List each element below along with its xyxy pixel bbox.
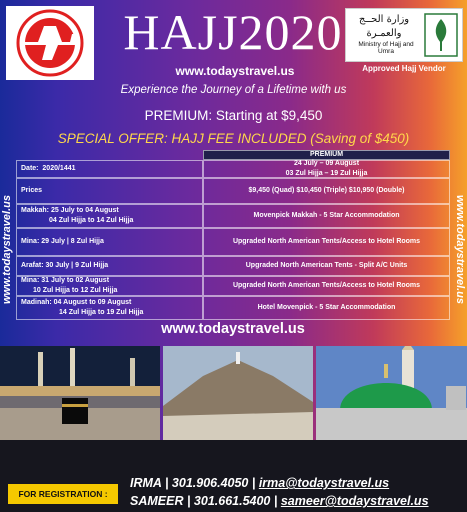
mina-second-dates-line2: 10 Zul Hijja to 12 Zul Hijja xyxy=(33,287,118,294)
date-label: Date: xyxy=(21,165,39,172)
madinah-dates-line1: Madinah: 04 August to 09 August xyxy=(21,299,132,306)
madinah-dates xyxy=(16,296,203,320)
makkah-dates xyxy=(16,204,203,228)
itinerary-table xyxy=(16,150,450,343)
registration-label: FOR REGISTRATION : xyxy=(8,484,118,504)
dates-line-2: 03 Zul Hijja – 19 Zul Hijja xyxy=(285,170,368,177)
kaaba-photo xyxy=(0,346,160,440)
arafat-accommodation: Upgraded North American Tents - Split A/C Units xyxy=(203,256,450,276)
ministry-arabic-text: وزارة الحــج والعمـرة xyxy=(358,14,410,39)
mina-first-accommodation: Upgraded North American Tents/Access to Hotel Rooms xyxy=(203,228,450,256)
premium-price-line: PREMIUM: Starting at $9,450 xyxy=(144,108,323,123)
contact-irma-text: IRMA | 301.906.4050 | xyxy=(130,476,259,490)
contact-irma xyxy=(130,476,460,490)
date-cell xyxy=(16,160,203,178)
website-link-bottom[interactable]: www.todaystravel.us xyxy=(161,321,305,337)
mina-first-dates: Mina: 29 July | 8 Zul Hijja xyxy=(16,228,203,256)
mina-second-dates-line1: Mina: 31 July to 02 August xyxy=(21,277,110,284)
date-value: 2020/1441 xyxy=(42,165,76,172)
website-link-top[interactable]: www.todaystravel.us xyxy=(175,64,295,78)
dates-cell xyxy=(203,160,450,178)
vendor-badge: Approved Hajj Vendor xyxy=(362,64,446,73)
mina-second-dates xyxy=(16,276,203,296)
madinah-accommodation: Hotel Movenpick - 5 Star Accommodation xyxy=(203,296,450,320)
tagline: Experience the Journey of a Lifetime with us xyxy=(120,84,347,96)
contact-sameer-text: SAMEER | 301.661.5400 | xyxy=(130,494,281,508)
ministry-english-text: Ministry of Hajj and Umra xyxy=(358,41,414,55)
ministry-emblem-icon xyxy=(424,13,458,57)
premium-header: PREMIUM xyxy=(203,150,450,160)
side-website-right: www.todaystravel.us xyxy=(454,195,466,305)
arafat-photo xyxy=(163,346,313,440)
dates-line-1: 24 July – 09 August xyxy=(293,160,360,167)
contact-sameer xyxy=(130,494,460,508)
green-dome-photo xyxy=(316,346,467,440)
makkah-dates-line2: 04 Zul Hijja to 14 Zul Hijja xyxy=(49,217,134,224)
mina-second-accommodation: Upgraded North American Tents/Access to Hotel Rooms xyxy=(203,276,450,296)
plane-logo-icon xyxy=(6,6,94,80)
madinah-dates-line2: 14 Zul Hijja to 19 Zul Hijja xyxy=(59,309,144,316)
contact-sameer-email[interactable]: sameer@todaystravel.us xyxy=(280,494,429,508)
ministry-logo xyxy=(345,8,463,62)
contact-irma-email[interactable]: irma@todaystravel.us xyxy=(258,476,390,490)
prices-value: $9,450 (Quad) $10,450 (Triple) $10,950 (Double) xyxy=(203,178,450,204)
arafat-dates: Arafat: 30 July | 9 Zul Hijja xyxy=(16,256,203,276)
makkah-accommodation: Movenpick Makkah - 5 Star Accommodation xyxy=(203,204,450,228)
page-title: HAJJ2020 xyxy=(123,4,343,60)
special-offer: SPECIAL OFFER: HAJJ FEE INCLUDED (Saving of $450) xyxy=(57,131,410,146)
makkah-dates-line1: Makkah: 25 July to 04 August xyxy=(21,207,119,214)
prices-label: Prices xyxy=(16,178,203,204)
side-website-left: www.todaystravel.us xyxy=(1,195,13,305)
